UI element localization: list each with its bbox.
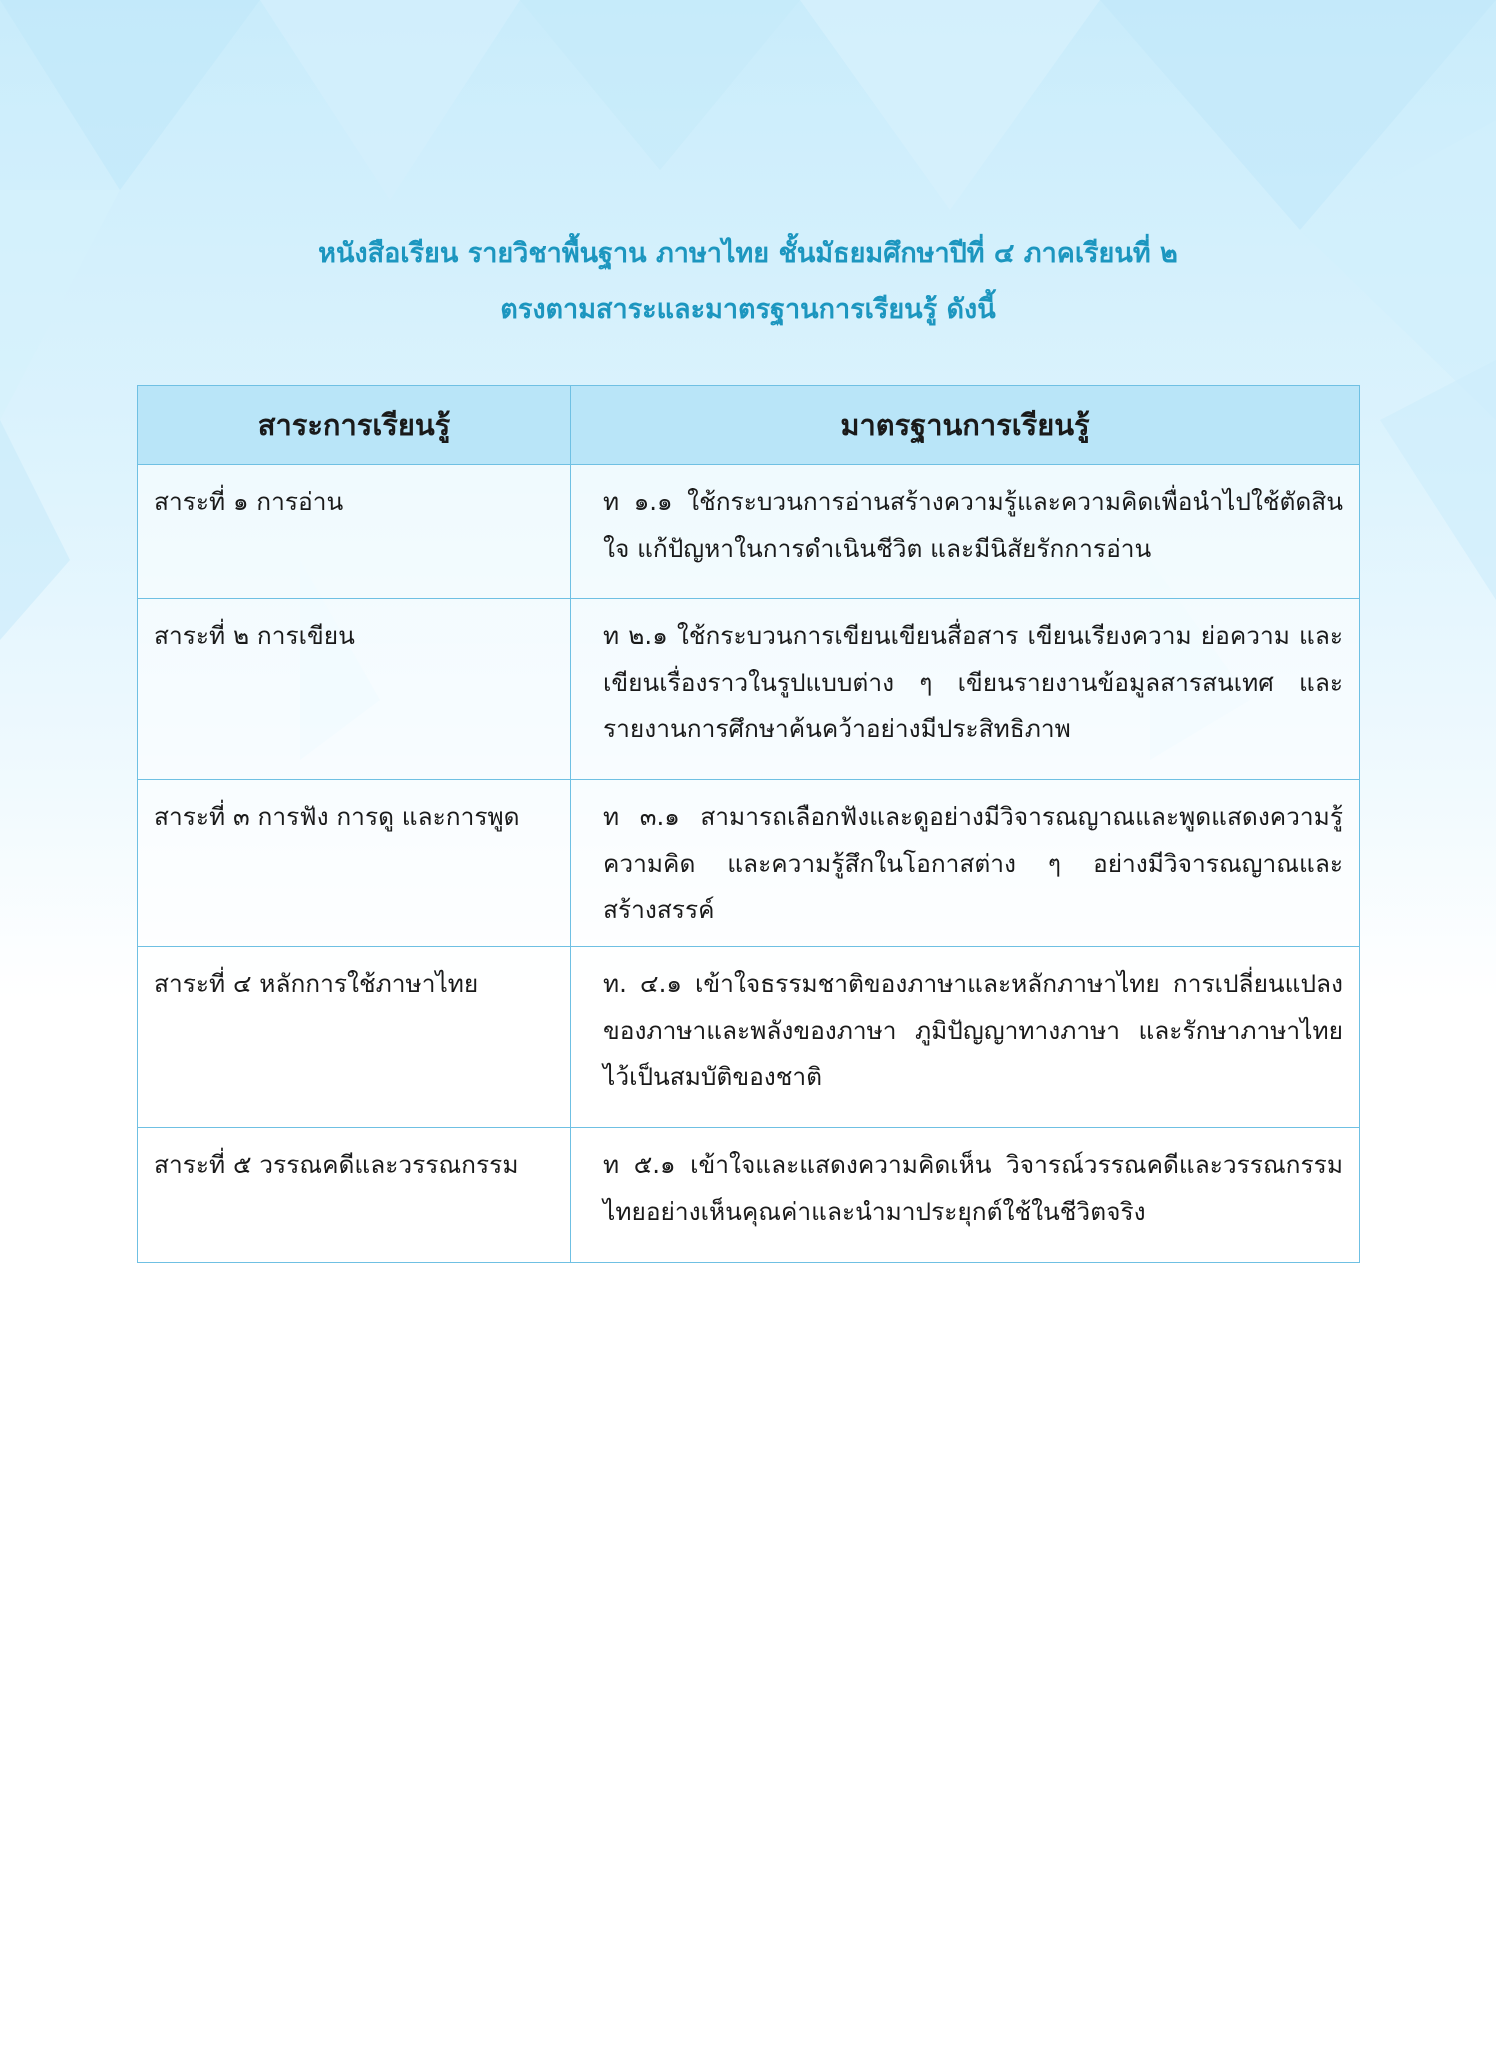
header-standard: มาตรฐานการเรียนรู้ xyxy=(571,386,1360,465)
header-strand: สาระการเรียนรู้ xyxy=(138,386,571,465)
standard-cell: ท ๓.๑ สามารถเลือกฟังและดูอย่างมีวิจารณญาณและพูดแสดงความรู้ ความคิด และความรู้สึกในโอกาสต่าง ๆ อย่างมีวิจารณญาณและสร้างสรรค์ xyxy=(571,780,1360,947)
table-row xyxy=(138,465,1360,599)
table-row xyxy=(138,780,1360,947)
heading-line-2: ตรงตามสาระและมาตรฐานการเรียนรู้ ดังนี้ xyxy=(500,294,996,325)
table-header-row xyxy=(138,386,1360,465)
standard-cell: ท. ๔.๑ เข้าใจธรรมชาติของภาษาและหลักภาษาไทย การเปลี่ยนแปลงของภาษาและพลังของภาษา ภูมิปัญญาทางภาษา และรักษาภาษาไทยไว้เป็นสมบัติของชาติ xyxy=(571,947,1360,1128)
strand-cell: สาระที่ ๓ การฟัง การดู และการพูด xyxy=(138,780,571,947)
standard-cell: ท ๒.๑ ใช้กระบวนการเขียนเขียนสื่อสาร เขียนเรียงความ ย่อความ และเขียนเรื่องราวในรูปแบบต่าง ๆ เขียนรายงานข้อมูลสารสนเทศ และรายงานการศึกษาค้นคว้าอย่างมีประสิทธิภาพ xyxy=(571,599,1360,780)
strand-cell: สาระที่ ๔ หลักการใช้ภาษาไทย xyxy=(138,947,571,1128)
table-row xyxy=(138,1128,1360,1263)
page-heading xyxy=(0,226,1496,338)
strand-cell: สาระที่ ๕ วรรณคดีและวรรณกรรม xyxy=(138,1128,571,1263)
strand-cell: สาระที่ ๑ การอ่าน xyxy=(138,465,571,599)
standard-cell: ท ๕.๑ เข้าใจและแสดงความคิดเห็น วิจารณ์วรรณคดีและวรรณกรรมไทยอย่างเห็นคุณค่าและนำมาประยุกต์ใช้ในชีวิตจริง xyxy=(571,1128,1360,1263)
table-row xyxy=(138,599,1360,780)
table-row xyxy=(138,947,1360,1128)
heading-line-1: หนังสือเรียน รายวิชาพื้นฐาน ภาษาไทย ชั้นมัธยมศึกษาปีที่ ๔ ภาคเรียนที่ ๒ xyxy=(318,238,1178,269)
strand-cell: สาระที่ ๒ การเขียน xyxy=(138,599,571,780)
standard-cell: ท ๑.๑ ใช้กระบวนการอ่านสร้างความรู้และความคิดเพื่อนำไปใช้ตัดสินใจ แก้ปัญหาในการดำเนินชีวิต และมีนิสัยรักการอ่าน xyxy=(571,465,1360,599)
curriculum-table xyxy=(137,385,1360,1263)
